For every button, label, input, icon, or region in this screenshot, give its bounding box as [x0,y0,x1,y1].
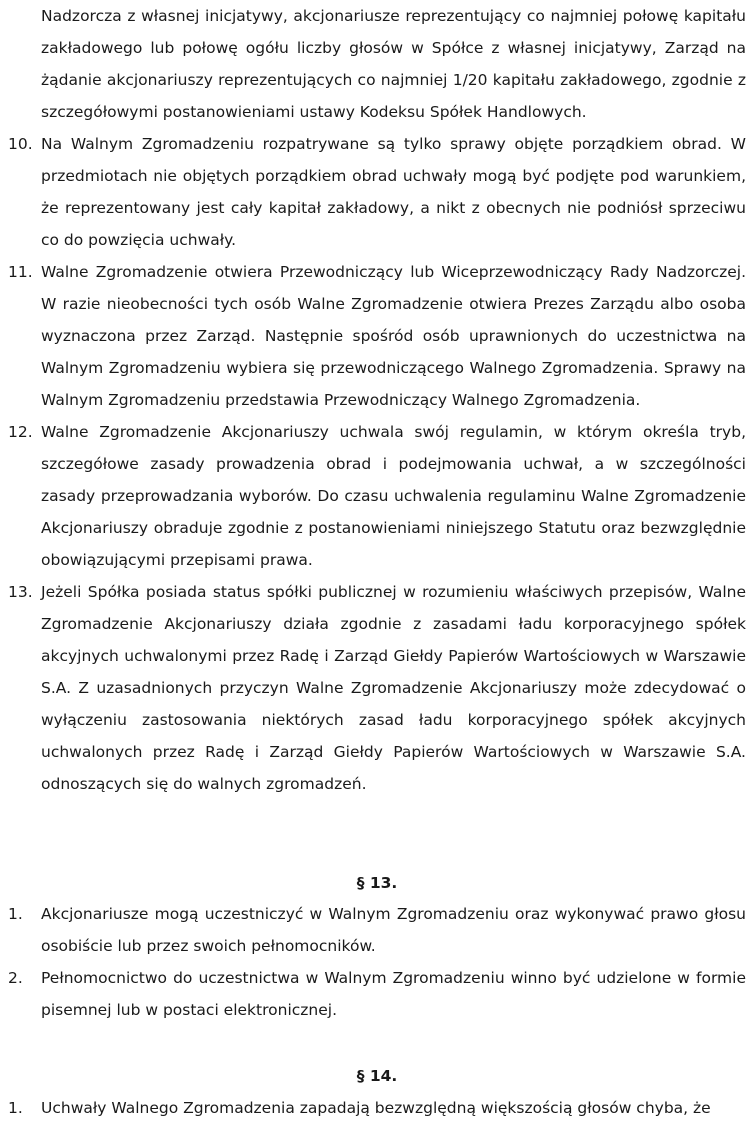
list-item-text: Jeżeli Spółka posiada status spółki publicznej w rozumieniu właściwych przepisów, Walne Zgromadzenie Akcjonariuszy działa zgodnie z zasadami ładu korporacyjnego spółek akcyjnych uchwalonymi przez Radę i Zarząd Giełdy Papierów Wartościowych w Warszawie S.A. Z uzasadnionych przyczyn Walne Zgromadzenie Akcjonariuszy może zdecydować o wyłączeniu zastosowania niektórych zasad ładu korporacyjnego spółek akcyjnych uchwalonych przez Radę i Zarząd Giełdy Papierów Wartościowych w Warszawie S.A. odnoszących się do walnych zgromadzeń. [41,583,746,793]
list-item-text: Walne Zgromadzenie Akcjonariuszy uchwala swój regulamin, w którym określa tryb, szczegółowe zasady prowadzenia obrad i podejmowania uchwał, a w szczególności zasady przeprowadzania wyborów. Do czasu uchwalenia regulaminu Walne Zgromadzenie Akcjonariuszy obraduje zgodnie z postanowieniami niniejszego Statutu oraz bezwzględnie obowiązującymi przepisami prawa. [41,423,746,569]
list-item-text: Na Walnym Zgromadzeniu rozpatrywane są tylko sprawy objęte porządkiem obrad. W przedmiotach nie objętych porządkiem obrad uchwały mogą być podjęte pod warunkiem, że reprezentowany jest cały kapitał zakładowy, a nikt z obecnych nie podniósł sprzeciwu co do powzięcia uchwały. [41,135,746,249]
list-item-number: 2. [8,969,23,987]
list-item-number: 12. [8,423,33,441]
list-item-number: 1. [8,905,23,923]
list-item-2 [0,962,754,1026]
list-item-10 [0,128,754,256]
list-item-number: 13. [8,583,33,601]
list-item-1 [0,898,754,962]
list-item-text: Nadzorcza z własnej inicjatywy, akcjonariusze reprezentujący co najmniej połowę kapitału zakładowego lub połowę ogółu liczby głosów w Spółce z własnej inicjatywy, Zarząd na żądanie akcjonariuszy reprezentujących co najmniej 1/20 kapitału zakładowego, zgodnie z szczegółowymi postanowieniami ustawy Kodeksu Spółek Handlowych. [41,7,746,121]
list-item-text: Walne Zgromadzenie otwiera Przewodniczący lub Wiceprzewodniczący Rady Nadzorczej. W razie nieobecności tych osób Walne Zgromadzenie otwiera Prezes Zarządu albo osoba wyznaczona przez Zarząd. Następnie spośród osób uprawnionych do uczestnictwa na Walnym Zgromadzeniu wybiera się przewodniczącego Walnego Zgromadzenia. Sprawy na Walnym Zgromadzeniu przedstawia Przewodniczący Walnego Zgromadzenia. [41,263,746,409]
list-item-number: 11. [8,263,33,281]
list-item-11 [0,256,754,416]
section-heading-13: § 13. [356,874,398,892]
list-item-continuation [0,0,754,128]
section-heading-14: § 14. [356,1067,398,1085]
list-item-number: 1. [8,1099,23,1117]
list-item-13 [0,576,754,800]
paragraph-list-14 [0,1092,754,1124]
list-item-text: Pełnomocnictwo do uczestnictwa w Walnym Zgromadzeniu winno być udzielone w formie pisemnej lub w postaci elektronicznej. [41,969,746,1019]
list-item-text: Akcjonariusze mogą uczestniczyć w Walnym Zgromadzeniu oraz wykonywać prawo głosu osobiście lub przez swoich pełnomocników. [41,905,746,955]
list-item-text: Uchwały Walnego Zgromadzenia zapadają bezwzględną większością głosów chyba, że [41,1099,711,1117]
list-item-number: 10. [8,135,33,153]
list-item-12 [0,416,754,576]
paragraph-list-13 [0,898,754,1026]
list-item-1 [0,1092,754,1124]
